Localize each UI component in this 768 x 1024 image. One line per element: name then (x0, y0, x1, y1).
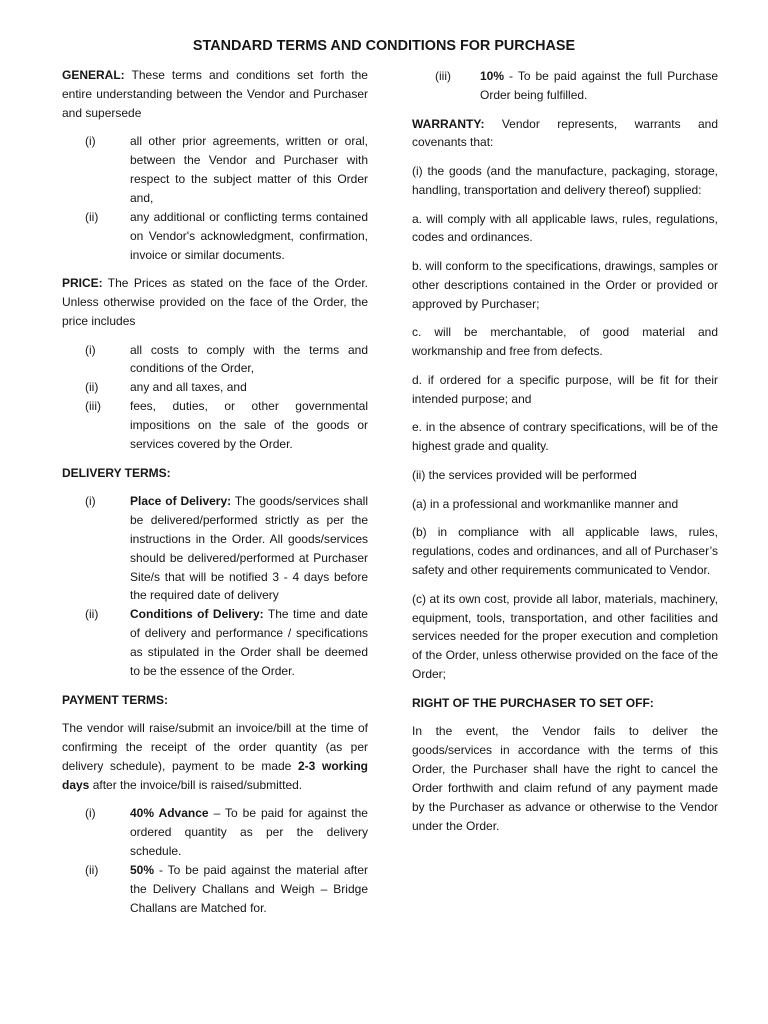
list-item (62, 492, 368, 605)
general-label: GENERAL: (62, 68, 125, 82)
payment-text-after: after the invoice/bill is raised/submitted. (92, 777, 303, 792)
conditions-of-delivery-label: Conditions of Delivery: (130, 607, 264, 622)
price-list (62, 341, 368, 454)
list-item-text (130, 804, 368, 861)
set-off-heading: RIGHT OF THE PURCHASER TO SET OFF: (412, 695, 654, 710)
warranty-services-intro: (ii) the services provided will be performed (412, 467, 637, 482)
general-text: These terms and conditions set forth the entire understanding between the Vendor and Purchaser and supersede (62, 68, 368, 120)
list-item-text (130, 492, 368, 605)
list-marker: (ii) (85, 380, 99, 395)
list-item (62, 208, 368, 265)
payment-list (62, 804, 368, 917)
payment-ten-label: 10% (480, 69, 505, 83)
list-item-text: fees, duties, or other governmental impositions on the sale of the goods or services covered by the Order. (130, 399, 368, 451)
general-list (62, 132, 368, 264)
warranty-goods-item: c. will be merchantable, of good material and workmanship and free from defects. (412, 325, 718, 359)
warranty-goods-intro: (i) the goods (and the manufacture, packaging, storage, handling, transportation and delivery thereof) supplied: (412, 164, 718, 197)
list-item-text: all other prior agreements, written or oral, between the Vendor and Purchaser with respect to the subject matter of this Order and, (130, 134, 368, 205)
payment-fifty-text: - To be paid against the material after the Delivery Challans and Weigh – Bridge Challans are Matched for. (130, 863, 368, 915)
warranty-goods-item: b. will conform to the specifications, drawings, samples or other descriptions contained in the Order or provided or approved by Purchaser; (412, 259, 718, 311)
payment-advance-text: – To be paid for against the ordered quantity as per the delivery schedule. (130, 806, 368, 859)
payment-ten-text: - To be paid against the full Purchase Order being fulfilled. (480, 69, 718, 102)
list-marker: (iii) (85, 399, 101, 414)
conditions-of-delivery-text: The time and date of delivery and performance / specifications as stipulated in the Order shall be deemed to be the essence of the Order. (130, 607, 368, 678)
list-marker: (i) (85, 494, 96, 509)
list-marker: (ii) (85, 863, 99, 878)
list-marker: (ii) (85, 209, 99, 224)
list-item (62, 804, 368, 861)
warranty-services-item: (b) in compliance with all applicable laws, rules, regulations, codes and ordinances, and all of Purchaser’s safety and other requirements communicated to Vendor. (412, 525, 718, 578)
warranty-goods-item: a. will comply with all applicable laws, rules, regulations, codes and ordinances. (412, 211, 718, 245)
place-of-delivery-label: Place of Delivery: (130, 494, 232, 509)
list-item-text: any additional or conflicting terms contained on Vendor's acknowledgment, confirmation, invoice or similar documents. (130, 209, 368, 262)
list-item-text: all costs to comply with the terms and conditions of the Order, (130, 342, 368, 376)
warranty-services-item: (a) in a professional and workmanlike manner and (412, 496, 679, 511)
payment-days-bold: 2-3 working days (62, 758, 368, 792)
general-paragraph (62, 66, 368, 123)
warranty-paragraph (412, 115, 718, 153)
document-title: STANDARD TERMS AND CONDITIONS FOR PURCHASE (192, 38, 576, 54)
payment-advance-label: 40% Advance (130, 806, 209, 821)
left-column (62, 66, 368, 927)
list-item-text (130, 861, 368, 918)
right-column (412, 67, 718, 845)
list-item (62, 397, 368, 454)
list-item (62, 605, 368, 680)
list-item-text (480, 67, 718, 105)
list-item-text: any and all taxes, and (130, 380, 247, 395)
list-item (412, 67, 718, 105)
warranty-goods-item: e. in the absence of contrary specifications, will be of the highest grade and quality. (412, 420, 718, 454)
list-item (62, 378, 368, 397)
warranty-label: WARRANTY: (412, 116, 485, 131)
list-item (62, 861, 368, 918)
set-off-paragraph: In the event, the Vendor fails to deliver the goods/services in accordance with the terms of this Order, the Purchaser shall have the right to cancel the Order forthwith and claim refund of any payment made by the Purchaser as advance or otherwise to the Vendor under the Order. (412, 724, 718, 833)
list-marker: (iii) (435, 69, 451, 83)
payment-terms-heading: PAYMENT TERMS: (62, 692, 169, 707)
price-label: PRICE: (62, 276, 103, 291)
list-marker: (i) (85, 134, 96, 149)
list-marker: (ii) (85, 607, 99, 622)
delivery-list (62, 492, 368, 681)
price-text: The Prices as stated on the face of the Order. Unless otherwise provided on the face of the Order, the price includes (62, 276, 368, 328)
warranty-text: Vendor represents, warrants and covenants that: (412, 116, 718, 150)
payment-paragraph (62, 719, 368, 794)
place-of-delivery-text: The goods/services shall be delivered/performed strictly as per the instructions in the Order. All goods/services should be delivered/performed at Purchaser Site/s that will be notified 3 - 4 days before the required date of delivery (130, 494, 368, 603)
delivery-terms-heading: DELIVERY TERMS: (62, 465, 171, 480)
list-item (62, 341, 368, 379)
warranty-services-item: (c) at its own cost, provide all labor, materials, machinery, equipment, tools, transportation, and other facilities and services needed for the proper execution and completion of the Order, unless otherwise provided on the face of the Order; (412, 591, 718, 682)
price-paragraph (62, 274, 368, 331)
payment-fifty-label: 50% (130, 863, 155, 878)
payment-text-before: The vendor will raise/submit an invoice/bill at the time of confirming the receipt of the order quantity (as per delivery schedule), payment to be made (62, 721, 368, 773)
list-item (62, 132, 368, 207)
list-marker: (i) (85, 342, 96, 357)
list-marker: (i) (85, 806, 96, 821)
payment-list-continued (412, 67, 718, 105)
warranty-goods-item: d. if ordered for a specific purpose, will be fit for their intended purpose; and (412, 372, 718, 406)
list-item-text (130, 605, 368, 680)
